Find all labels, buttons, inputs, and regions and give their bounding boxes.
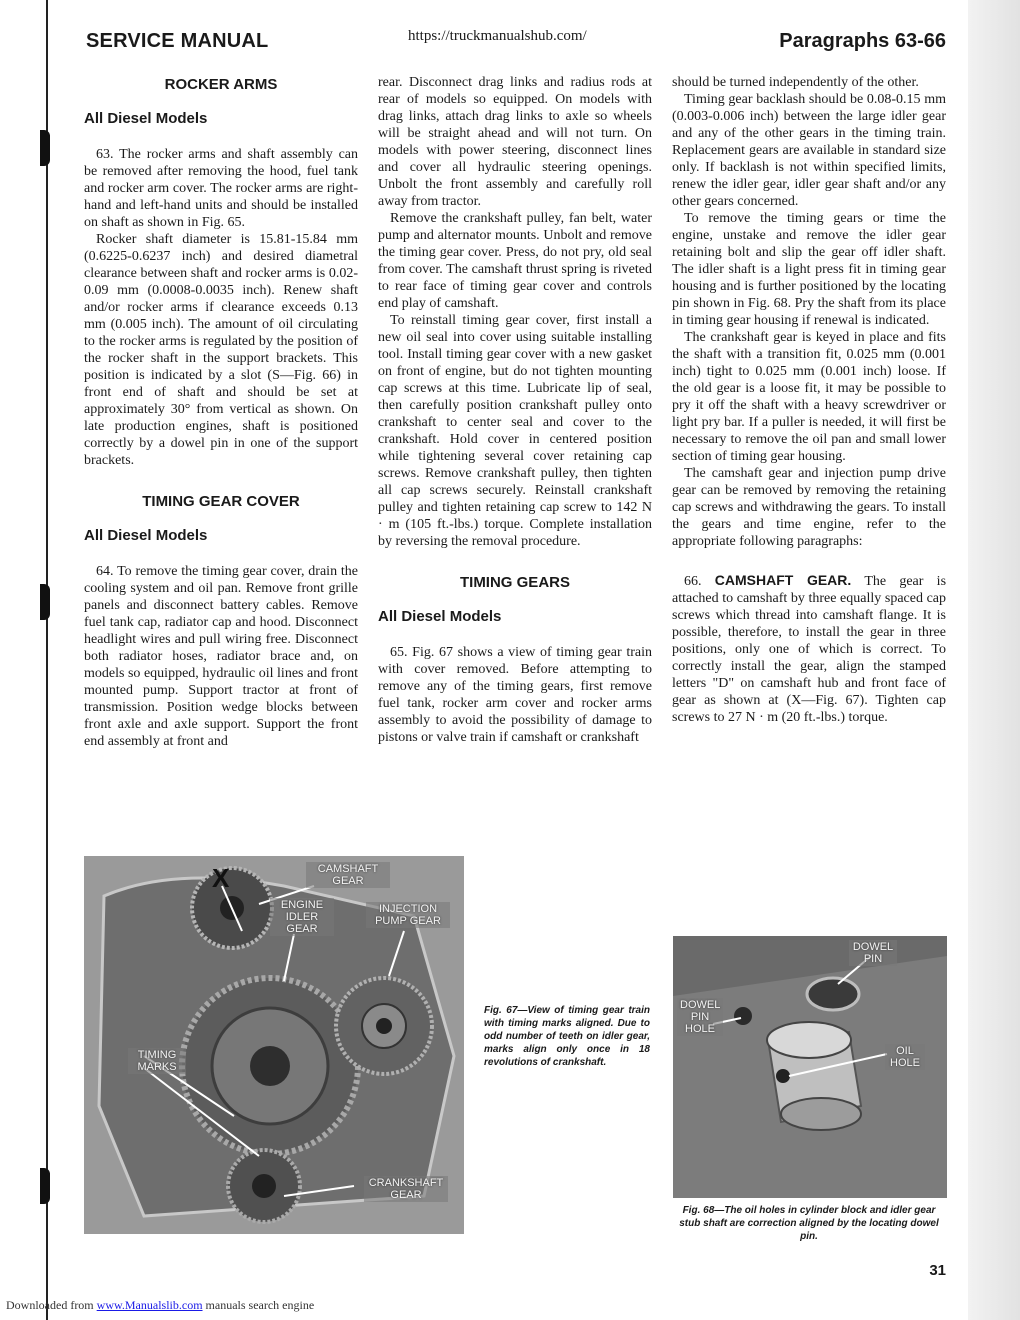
section-heading: ROCKER ARMS [164, 76, 278, 93]
paragraph-number: 66. [684, 574, 702, 589]
paragraph-64-reinstall: To reinstall timing gear cover, first install a new oil seal into cover using suitable installing tool. Install timing gear cover with a new gasket on front of engine, but do not tighten mounting cap screws at this time. Lubricate lip of seal, then carefully position crankshaft pulley onto crankshaft to center seal and cover to the crankshaft. Hold cover in centered position while tightening several cover retaining cap screws. Remove crankshaft pulley, then tighten all cap screws securely. Reinstall crankshaft pulley and tighten retaining cap screw to 142 N · m (105 ft.-lbs.) torque. Complete installation by reversing the removal procedure. [378, 313, 652, 549]
paragraph-66 [672, 572, 946, 726]
subsection-heading: All Diesel Models [378, 608, 502, 625]
paragraph-65: 65. Fig. 67 shows a view of timing gear train with cover removed. Before attempting to remove any of the timing gears, first remove fuel tank, rocker arm cover and rocker arms assembly to avoid the possibility of damage to pistons or valve train if camshaft or crankshaft [378, 645, 652, 745]
paragraph-heading: CAMSHAFT GEAR. [714, 572, 852, 588]
paragraph-63-continued: Rocker shaft diameter is 15.81-15.84 mm (0.6225-0.6237 inch) and desired diametral clearance between shaft and rocker arms is 0.02-0.09 mm (0.0008-0.0035 inch). Renew shaft and/or rocker arms if clearance exceeds 0.13 mm (0.005 inch). The amount of oil circulating to the rocker arms is regulated by the position of the rocker shaft in the support brackets. This position is indicated by a slot (S—Fig. 66) in front end of shaft and should be set at approximately 30° from vertical as shown. On late production engines, shaft is positioned correctly by a dowel pin in one of the support brackets. [84, 232, 358, 468]
footer-link[interactable]: www.Manualslib.com [96, 1298, 203, 1312]
paragraph-65-crankshaft-gear: The crankshaft gear is keyed in place and fits the shaft with a transition fit, 0.025 mm (0.001 inch) tight to 0.025 mm (0.001 inch) loose. If the old gear is a loose fit, it may be possible to pry it off the shaft with a heavy screwdriver or light pry bar. If a puller is needed, it will first be necessary to remove the oil pan and small lower section of timing gear housing. [672, 330, 946, 464]
binder-hole-mark [40, 130, 50, 166]
section-heading: TIMING GEARS [459, 574, 570, 591]
figure-67-timing-gear-photo [84, 856, 464, 1234]
paragraph-65-camshaft-gear: The camshaft gear and injection pump drive gear can be removed by removing the retaining cap screws and withdrawing the gears. To install the gears and time engine, refer to the appropriate following paragraphs: [672, 466, 946, 549]
paragraph-64-continued: rear. Disconnect drag links and radius rods at rear of models so equipped. On models with drag links, attach drag links to axle so wheels will be straight ahead and will not turn. On models with power steering, disconnect lines and cover all hydraulic steering openings. Unbolt the front assembly and carefully roll away from tractor. [378, 75, 652, 209]
text-column-2 [378, 74, 652, 746]
paragraph-65-removal: To remove the timing gears or time the engine, unstake and remove the idler gear retaining bolt and slip the gear off idler shaft. The idler shaft is a light press fit in timing gear housing and is further positioned by the locating pin shown in Fig. 68. Pry the shaft from its place in timing gear housing if renewal is indicated. [672, 211, 946, 328]
paragraph-65-continued: should be turned independently of the other. [672, 75, 919, 90]
label-camshaft-gear: CAMSHAFT GEAR [306, 862, 390, 888]
label-engine-idler-gear: ENGINE IDLER GEAR [270, 898, 334, 936]
manual-title: SERVICE MANUAL [86, 30, 269, 52]
subsection-heading: All Diesel Models [84, 527, 208, 544]
figure-68-idler-shaft-photo [673, 936, 947, 1198]
label-x-marker: X [212, 863, 230, 893]
figure-67-caption: Fig. 67—View of timing gear train with timing marks aligned. Due to odd number of teeth on idler gear, marks align only once in 18 revolutions of crankshaft. [484, 1005, 650, 1068]
figure-68-caption: Fig. 68—The oil holes in cylinder block and idler gear stub shaft are correction aligned by the locating dowel pin. [679, 1205, 939, 1242]
label-crankshaft-gear: CRANKSHAFT GEAR [364, 1176, 448, 1202]
paragraph-64: 64. To remove the timing gear cover, drain the cooling system and oil pan. Remove front grille panels and disconnect battery cables. Remove fuel tank cap, radiator cap and hood. Disconnect headlight wires and pull wiring free. Disconnect both radiator hoses, radiator brace and, on models so equipped, hydraulic oil lines and front mounted pump. Support tractor at front of transmission. Position wedge blocks between front axle and axle support. Support the front end assembly at front and [84, 564, 358, 749]
paragraph-65-backlash: Timing gear backlash should be 0.08-0.15 mm (0.003-0.006 inch) between the large idler gear and any of the other gears in the timing train. Replacement gears are available in standard size only. If backlash is not within specified limits, renew the idler gear, idler gear shaft and/or any other gears concerned. [672, 92, 946, 209]
download-footer [6, 1298, 314, 1313]
label-oil-hole: OIL HOLE [885, 1044, 925, 1070]
footer-suffix: manuals search engine [205, 1298, 315, 1312]
paragraph-66-body: The gear is attached to camshaft by three equally spaced cap screws which thread into camshaft flange. It is possible, therefore, to install the gear in three positions, only one of which is correct. To correctly install the gear, align the stamped letters "D" on camshaft hub and front face of gear as shown at (X—Fig. 67). Tighten cap screws to 27 N · m (20 ft.-lbs.) torque. [672, 574, 947, 725]
footer-prefix: Downloaded from [6, 1298, 94, 1312]
label-dowel-pin: DOWEL PIN [849, 940, 897, 966]
text-column-1 [84, 74, 358, 750]
page-number: 31 [929, 1262, 946, 1279]
subsection-heading: All Diesel Models [84, 110, 208, 127]
binder-hole-mark [40, 1168, 50, 1204]
page-edge-shadow [968, 0, 1020, 1320]
section-heading: TIMING GEAR COVER [142, 493, 300, 510]
paragraph-63: 63. The rocker arms and shaft assembly can be removed after removing the hood, fuel tank and rocker arm cover. The rocker arms are right-hand and left-hand units and should be installed on shaft as shown in Fig. 65. [84, 147, 358, 230]
label-injection-pump-gear: INJECTION PUMP GEAR [366, 902, 450, 928]
source-url[interactable]: https://truckmanualshub.com/ [408, 28, 587, 44]
label-timing-marks: TIMING MARKS [128, 1048, 186, 1074]
text-column-3 [672, 74, 946, 726]
paragraph-64-removal: Remove the crankshaft pulley, fan belt, water pump and alternator mounts. Unbolt and remove the timing gear cover. Press, do not pry, old seal from cover. The camshaft thrust spring is riveted to rear face of timing gear cover and controls end play of camshaft. [378, 211, 652, 311]
binder-line [46, 0, 48, 1320]
binder-hole-mark [40, 584, 50, 620]
label-dowel-pin-hole: DOWEL PIN HOLE [677, 998, 723, 1036]
paragraph-range: Paragraphs 63-66 [779, 30, 946, 52]
